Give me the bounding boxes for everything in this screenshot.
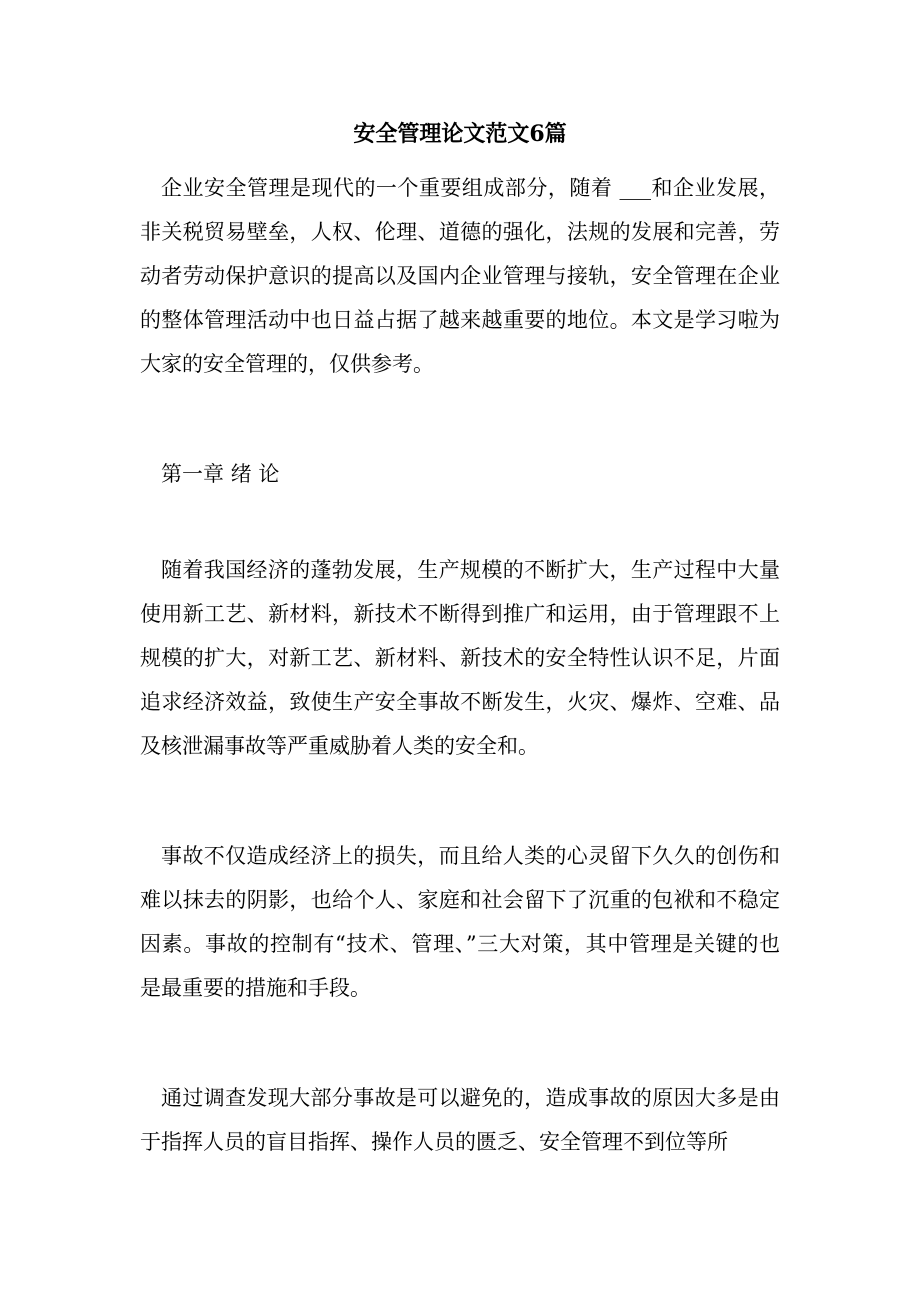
document-title: 安全管理论文范文6篇 (353, 121, 567, 147)
intro-paragraph: 企业安全管理是现代的一个重要组成部分，随着 ___和企业发展，非关税贸易壁垒，人权、伦理、道德的强化，法规的发展和完善，劳动者劳动保护意识的提高以及国内企业管理与接轨，安全管理在企业的整体管理活动中也日益占据了越来越重要的地位。本文是学习啦为大家的安全管理的，仅供参考。 (140, 176, 780, 376)
chapter-heading: 第一章 绪 论 (161, 462, 280, 486)
body-paragraph: 随着我国经济的蓬勃发展，生产规模的不断扩大，生产过程中大量使用新工艺、新材料，新技术不断得到推广和运用，由于管理跟不上规模的扩大，对新工艺、新材料、新技术的安全特性认识不足，片面追求经济效益，致使生产安全事故不断发生，火灾、爆炸、空难、品及核泄漏事故等严重威胁着人类的安全和。 (140, 558, 780, 758)
body-paragraph: 事故不仅造成经济上的损失，而且给人类的心灵留下久久的创伤和难以抹去的阴影，也给个人、家庭和社会留下了沉重的包袱和不稳定因素。事故的控制有“技术、管理、”三大对策，其中管理是关键的也是最重要的措施和手段。 (140, 844, 780, 1000)
body-paragraph: 通过调查发现大部分事故是可以避免的，造成事故的原因大多是由于指挥人员的盲目指挥、操作人员的匮乏、安全管理不到位等所 (140, 1086, 780, 1154)
